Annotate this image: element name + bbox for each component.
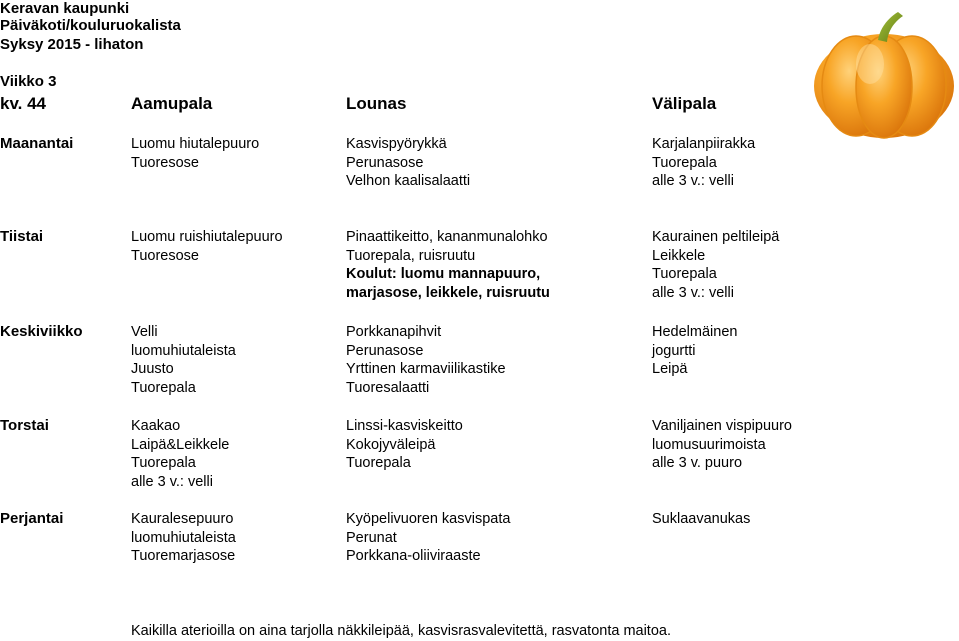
menu-item: Linssi-kasviskeitto bbox=[346, 418, 463, 434]
menu-item: Tuoresalaatti bbox=[346, 379, 430, 396]
menu-item: Yrttinen karmaviilikastike bbox=[346, 361, 506, 378]
menu-item: Tuoresose bbox=[131, 247, 199, 264]
menu-item: Tuorepala bbox=[652, 154, 717, 171]
snack-cell-friday bbox=[652, 510, 750, 529]
menu-item: Tuorepala bbox=[131, 455, 196, 472]
day-label-thursday: Torstai bbox=[0, 417, 49, 434]
menu-item: alle 3 v.: velli bbox=[131, 473, 213, 490]
breakfast-cell-wednesday bbox=[131, 323, 236, 397]
lunch-cell-friday bbox=[346, 510, 510, 566]
menu-item: luomusuurimoista bbox=[652, 436, 766, 453]
breakfast-cell-friday bbox=[131, 510, 236, 566]
menu-item: Pinaattikeitto, kananmunalohko bbox=[346, 229, 548, 245]
menu-item: Porkkana-oliiviraaste bbox=[346, 548, 481, 565]
menu-item: Suklaavanukas bbox=[652, 511, 751, 527]
lunch-cell-wednesday bbox=[346, 323, 506, 397]
snack-cell-monday bbox=[652, 135, 755, 191]
season-label: Syksy 2015 - lihaton bbox=[0, 36, 144, 53]
breakfast-cell-thursday bbox=[131, 417, 229, 491]
menu-item: Perunasose bbox=[346, 154, 424, 171]
menu-item: Kokojyväleipä bbox=[346, 436, 436, 453]
pumpkin-icon bbox=[808, 4, 959, 140]
day-label-monday: Maanantai bbox=[0, 135, 74, 152]
menu-item: Perunasose bbox=[346, 342, 424, 359]
day-label-wednesday: Keskiviikko bbox=[0, 323, 83, 340]
menu-item: Leipä bbox=[652, 361, 688, 378]
menu-item: Porkkanapihvit bbox=[346, 324, 442, 340]
snack-cell-thursday bbox=[652, 417, 792, 473]
menu-item: Tuoresose bbox=[131, 154, 199, 171]
day-label-friday: Perjantai bbox=[0, 510, 64, 527]
menu-item: Juusto bbox=[131, 361, 174, 378]
menu-item: Velli bbox=[131, 324, 158, 340]
menu-item: Kaakao bbox=[131, 418, 181, 434]
menu-item: Luomu ruishiutalepuuro bbox=[131, 229, 283, 245]
breakfast-cell-tuesday bbox=[131, 228, 283, 265]
breakfast-cell-monday bbox=[131, 135, 259, 172]
snack-cell-tuesday bbox=[652, 228, 779, 302]
menu-item: Perunat bbox=[346, 529, 397, 546]
column-header-lunch: Lounas bbox=[346, 94, 407, 113]
snack-cell-wednesday bbox=[652, 323, 737, 379]
lunch-cell-tuesday bbox=[346, 228, 550, 302]
menu-title: Päiväkoti/kouluruokalista bbox=[0, 17, 181, 34]
menu-item: Luomu hiutalepuuro bbox=[131, 136, 260, 152]
menu-item: Leikkele bbox=[652, 247, 706, 264]
day-label-tuesday: Tiistai bbox=[0, 228, 44, 245]
kv-label: kv. 44 bbox=[0, 94, 47, 113]
menu-item: jogurtti bbox=[652, 342, 696, 359]
menu-item: Karjalanpiirakka bbox=[652, 136, 756, 152]
week-label: Viikko 3 bbox=[0, 73, 57, 90]
menu-item: Tuorepala bbox=[346, 455, 411, 472]
menu-item: Kasvispyörykkä bbox=[346, 136, 447, 152]
menu-item: Vaniljainen vispipuuro bbox=[652, 418, 792, 434]
organization-name: Keravan kaupunki bbox=[0, 0, 130, 17]
menu-item: Hedelmäinen bbox=[652, 324, 738, 340]
menu-item-school: Koulut: luomu mannapuuro, bbox=[346, 266, 541, 283]
menu-item: Tuorepala bbox=[131, 379, 196, 396]
menu-item: Velhon kaalisalaatti bbox=[346, 173, 471, 190]
menu-item: Kauralesepuuro bbox=[131, 511, 234, 527]
footer-note: Kaikilla aterioilla on aina tarjolla näkkileipää, kasvisrasvalevitettä, rasvatonta maitoa. bbox=[131, 623, 671, 639]
menu-item-school: marjasose, leikkele, ruisruutu bbox=[346, 284, 550, 301]
menu-item: alle 3 v.: velli bbox=[652, 173, 734, 190]
menu-item: Tuorepala, ruisruutu bbox=[346, 247, 476, 264]
menu-item: Tuoremarjasose bbox=[131, 548, 236, 565]
menu-item: alle 3 v. puuro bbox=[652, 455, 743, 472]
lunch-cell-monday bbox=[346, 135, 470, 191]
menu-item: Kyöpelivuoren kasvispata bbox=[346, 511, 511, 527]
column-header-snack: Välipala bbox=[652, 94, 717, 113]
menu-item: alle 3 v.: velli bbox=[652, 284, 734, 301]
menu-item: luomuhiutaleista bbox=[131, 342, 236, 359]
menu-item: luomuhiutaleista bbox=[131, 529, 236, 546]
lunch-cell-thursday bbox=[346, 417, 463, 473]
column-header-breakfast: Aamupala bbox=[131, 94, 213, 113]
menu-item: Kaurainen peltileipä bbox=[652, 229, 780, 245]
menu-item: Laipä&Leikkele bbox=[131, 436, 230, 453]
menu-item: Tuorepala bbox=[652, 266, 717, 283]
